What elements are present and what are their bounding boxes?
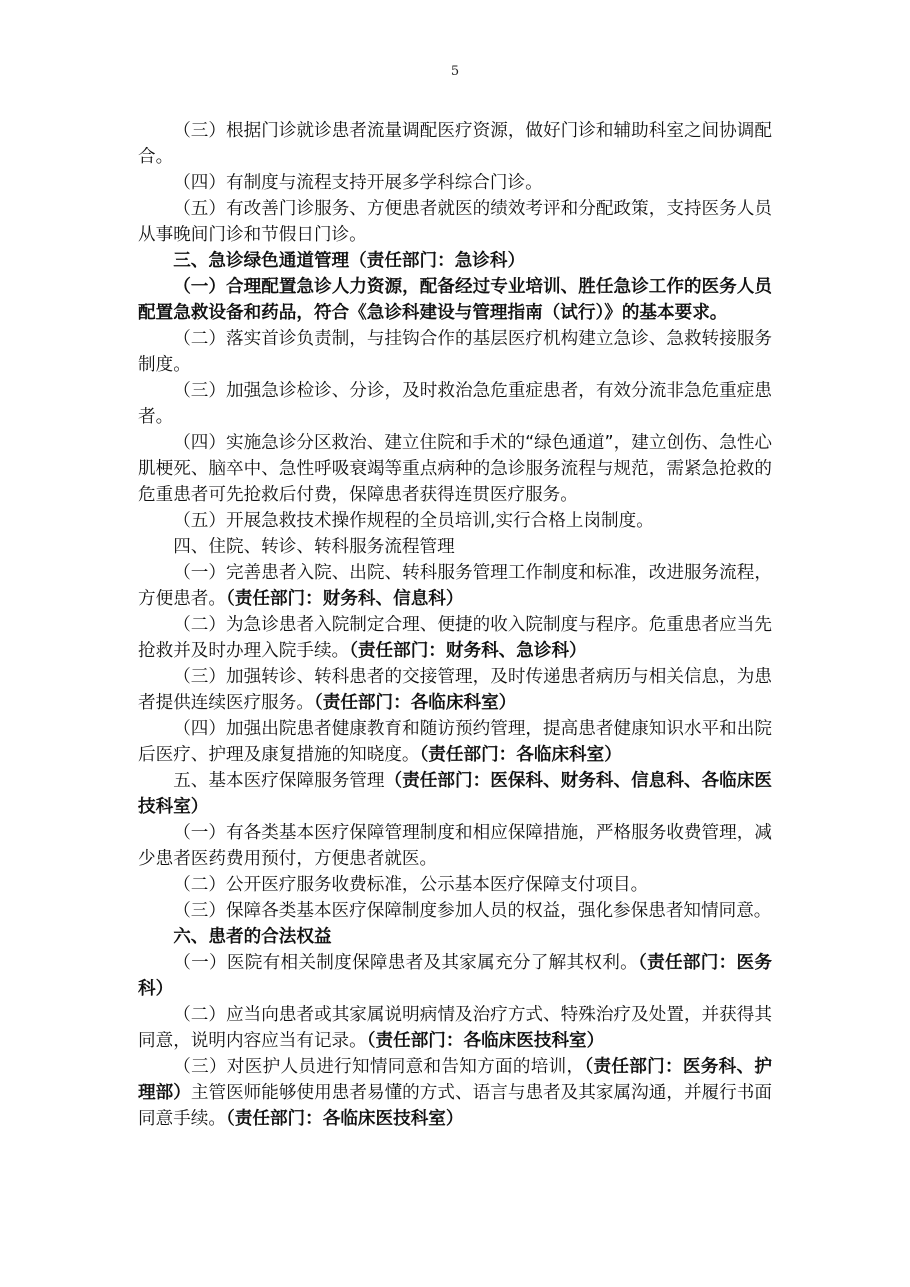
paragraph: [138, 118, 772, 170]
bold-text-segment: 六、患者的合法权益: [173, 927, 332, 947]
paragraph: [138, 508, 772, 534]
text-segment: （五）有改善门诊服务、方便患者就医的绩效考评和分配政策，支持医务人员从事晚间门诊和节假日门诊。: [138, 199, 772, 245]
bold-text-segment: （责任部门：各临床科室）: [313, 693, 517, 713]
text-segment: 主管医师能够使用患者易懂的方式、语言与患者及其家属沟通，并履行书面同意手续。: [138, 1083, 772, 1129]
paragraph: [138, 820, 772, 872]
text-segment: （四）实施急诊分区救治、建立住院和手术的“绿色通道”，建立创伤、急性心肌梗死、脑卒中、急性呼吸衰竭等重点病种的急诊服务流程与规范，需紧急抢救的危重患者可先抢救后付费，保障患者获得连贯医疗服务。: [138, 433, 773, 505]
text-segment: （四）加强出院患者健康教育和随访预约管理，提高患者健康知识水平和出院后医疗、护理及康复措施的知晓度。: [138, 719, 772, 765]
text-segment: （一）有各类基本医疗保障管理制度和相应保障措施，严格服务收费管理，减少患者医药费用预付，方便患者就医。: [138, 823, 772, 869]
page-number: 5: [450, 64, 460, 79]
bold-text-segment: 三、急诊绿色通道管理（责任部门：急诊科）: [173, 251, 526, 271]
paragraph: [138, 560, 772, 612]
paragraph: [138, 274, 772, 326]
document-body: [138, 118, 772, 1132]
text-segment: （二）应当向患者或其家属说明病情及治疗方式、特殊治疗及处置，并获得其同意，说明内容应当有记录。: [138, 1005, 772, 1051]
text-segment: （一）完善患者入院、出院、转科服务管理工作制度和标准，改进服务流程，方便患者。: [138, 563, 772, 609]
bold-text-segment: （一）合理配置急诊人力资源，配备经过专业培训、胜任急诊工作的医务人员配置急救设备和药品，符合《急诊科建设与管理指南（试行）》的基本要求。: [138, 277, 772, 323]
paragraph: [138, 924, 772, 950]
text-segment: （二）公开医疗服务收费标准，公示基本医疗保障支付项目。: [173, 875, 649, 895]
bold-text-segment: （责任部门：财务科、急诊科）: [349, 641, 587, 661]
paragraph: [138, 326, 772, 378]
text-segment: （三）加强急诊检诊、分诊，及时救治急危重症患者，有效分流非急危重症患者。: [138, 381, 772, 427]
paragraph: [138, 898, 772, 924]
paragraph: [138, 716, 772, 768]
bold-text-segment: （责任部门：各临床医技科室）: [366, 1031, 605, 1051]
paragraph: [138, 430, 772, 508]
paragraph: [138, 196, 772, 248]
text-segment: （四）有制度与流程支持开展多学科综合门诊。: [173, 173, 543, 193]
text-segment: （一）医院有相关制度保障患者及其家属充分了解其权利。: [173, 953, 639, 973]
paragraph: [138, 768, 772, 820]
paragraph: [138, 534, 772, 560]
paragraph: [138, 664, 772, 716]
paragraph: [138, 378, 772, 430]
text-segment: （三）对医护人员进行知情同意和告知方面的培训，: [173, 1057, 585, 1077]
paragraph: [138, 248, 772, 274]
bold-text-segment: （责任部门：财务科、信息科）: [225, 589, 464, 609]
paragraph: [138, 612, 772, 664]
text-segment: （三）保障各类基本医疗保障制度参加人员的权益，强化参保患者知情同意。: [173, 901, 772, 921]
text-segment: （三）加强转诊、转科患者的交接管理，及时传递患者病历与相关信息，为患者提供连续医疗服务。: [138, 667, 772, 713]
text-segment: （五）开展急救技术操作规程的全员培训,实行合格上岗制度。: [173, 511, 654, 531]
paragraph: [138, 872, 772, 898]
paragraph: [138, 170, 772, 196]
bold-text-segment: （责任部门：医保科、财务科、信息科、各临床医技科室）: [138, 771, 772, 817]
paragraph: [138, 950, 772, 1002]
text-segment: （二）落实首诊负责制，与挂钩合作的基层医疗机构建立急诊、急救转接服务制度。: [138, 329, 772, 375]
text-segment: 五、基本医疗保障服务管理: [173, 771, 385, 791]
text-segment: （二）为急诊患者入院制定合理、便捷的收入院制度与程序。危重患者应当先抢救并及时办理入院手续。: [138, 615, 772, 661]
bold-text-segment: （责任部门：各临床医技科室）: [225, 1109, 464, 1129]
paragraph: [138, 1054, 772, 1132]
paragraph: [138, 1002, 772, 1054]
bold-text-segment: （责任部门：医务科）: [138, 953, 772, 999]
text-segment: 四、住院、转诊、转科服务流程管理: [173, 537, 455, 557]
bold-text-segment: （责任部门：各临床科室）: [419, 745, 622, 765]
bold-text-segment: （责任部门：医务科、护理部）: [138, 1057, 772, 1103]
text-segment: （三）根据门诊就诊患者流量调配医疗资源，做好门诊和辅助科室之间协调配合。: [138, 121, 772, 167]
